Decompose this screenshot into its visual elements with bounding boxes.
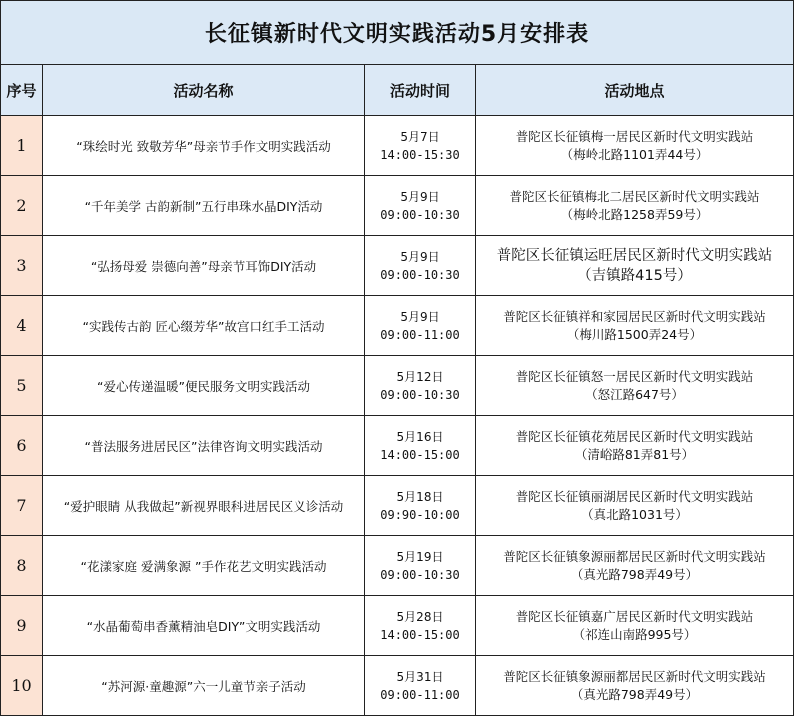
table-row bbox=[1, 236, 794, 296]
activity-hours: 09:00-10:30 bbox=[380, 207, 460, 222]
activity-hours: 09:00-11:00 bbox=[380, 327, 460, 342]
table-row bbox=[1, 176, 794, 236]
place-name: 普陀区长征镇祥和家园居民区新时代文明实践站 bbox=[503, 308, 766, 324]
activity-place bbox=[476, 596, 794, 656]
activity-date: 5月28日 bbox=[396, 609, 444, 624]
activity-name: “弘扬母爱 崇德向善”母亲节耳饰DIY活动 bbox=[43, 236, 365, 296]
activity-time bbox=[365, 476, 476, 536]
table-row bbox=[1, 296, 794, 356]
header-name: 活动名称 bbox=[43, 65, 365, 116]
activity-place bbox=[476, 356, 794, 416]
place-address: （梅岭北路1101弄44号） bbox=[560, 146, 709, 162]
row-seq: 9 bbox=[1, 596, 43, 656]
activity-hours: 09:00-10:30 bbox=[380, 387, 460, 402]
row-seq: 2 bbox=[1, 176, 43, 236]
activity-name: “普法服务进居民区”法律咨询文明实践活动 bbox=[43, 416, 365, 476]
activity-name: “苏河源·童趣源”六一儿童节亲子活动 bbox=[43, 656, 365, 716]
place-address: （吉镇路415号） bbox=[577, 267, 692, 284]
table-row bbox=[1, 596, 794, 656]
header-row bbox=[1, 65, 794, 116]
table-row bbox=[1, 476, 794, 536]
activity-name: “爱心传递温暖”便民服务文明实践活动 bbox=[43, 356, 365, 416]
activity-time bbox=[365, 656, 476, 716]
activity-date: 5月16日 bbox=[396, 429, 444, 444]
place-name: 普陀区长征镇象源丽都居民区新时代文明实践站 bbox=[503, 668, 766, 684]
place-address: （真北路1031号） bbox=[581, 506, 688, 522]
header-seq: 序号 bbox=[1, 65, 43, 116]
activity-place bbox=[476, 236, 794, 296]
activity-hours: 14:00-15:00 bbox=[380, 447, 460, 462]
row-seq: 3 bbox=[1, 236, 43, 296]
activity-place bbox=[476, 416, 794, 476]
activity-name: “实践传古韵 匠心缀芳华”故宫口红手工活动 bbox=[43, 296, 365, 356]
place-address: （梅川路1500弄24号） bbox=[566, 326, 703, 342]
activity-name: “花漾家庭 爱满象源 ”手作花艺文明实践活动 bbox=[43, 536, 365, 596]
header-place: 活动地点 bbox=[476, 65, 794, 116]
activity-hours: 14:00-15:30 bbox=[380, 147, 460, 162]
place-name: 普陀区长征镇梅一居民区新时代文明实践站 bbox=[515, 128, 754, 144]
activity-name: “千年美学 古韵新制”五行串珠水晶DIY活动 bbox=[43, 176, 365, 236]
table-title: 长征镇新时代文明实践活动5月安排表 bbox=[1, 1, 794, 65]
activity-hours: 09:00-10:30 bbox=[380, 267, 460, 282]
row-seq: 7 bbox=[1, 476, 43, 536]
activity-time bbox=[365, 536, 476, 596]
place-address: （祁连山南路995号） bbox=[572, 626, 697, 642]
row-seq: 10 bbox=[1, 656, 43, 716]
activity-date: 5月9日 bbox=[400, 189, 440, 204]
activity-hours: 09:00-10:30 bbox=[380, 567, 460, 582]
place-name: 普陀区长征镇花苑居民区新时代文明实践站 bbox=[515, 428, 754, 444]
activity-date: 5月12日 bbox=[396, 369, 444, 384]
table-row bbox=[1, 116, 794, 176]
row-seq: 5 bbox=[1, 356, 43, 416]
activity-hours: 09:90-10:00 bbox=[380, 507, 460, 522]
activity-date: 5月18日 bbox=[396, 489, 444, 504]
activity-place bbox=[476, 476, 794, 536]
activity-place bbox=[476, 176, 794, 236]
row-seq: 8 bbox=[1, 536, 43, 596]
table-row bbox=[1, 416, 794, 476]
activity-time bbox=[365, 356, 476, 416]
activity-place bbox=[476, 536, 794, 596]
activity-place bbox=[476, 116, 794, 176]
row-seq: 1 bbox=[1, 116, 43, 176]
activity-hours: 14:00-15:00 bbox=[380, 627, 460, 642]
activity-hours: 09:00-11:00 bbox=[380, 687, 460, 702]
activity-time bbox=[365, 236, 476, 296]
place-name: 普陀区长征镇运旺居民区新时代文明实践站 bbox=[496, 247, 773, 264]
activity-place bbox=[476, 296, 794, 356]
place-name: 普陀区长征镇丽湖居民区新时代文明实践站 bbox=[515, 488, 754, 504]
header-time: 活动时间 bbox=[365, 65, 476, 116]
activity-date: 5月9日 bbox=[400, 309, 440, 324]
activity-name: “水晶葡萄串香薰精油皂DIY”文明实践活动 bbox=[43, 596, 365, 656]
activity-name: “爱护眼睛 从我做起”新视界眼科进居民区义诊活动 bbox=[43, 476, 365, 536]
row-seq: 6 bbox=[1, 416, 43, 476]
activity-time bbox=[365, 176, 476, 236]
table-row bbox=[1, 536, 794, 596]
activity-place bbox=[476, 656, 794, 716]
activity-time bbox=[365, 116, 476, 176]
place-address: （真光路798弄49号） bbox=[570, 686, 699, 702]
place-address: （怒江路647号） bbox=[585, 386, 684, 402]
place-name: 普陀区长征镇嘉广居民区新时代文明实践站 bbox=[515, 608, 754, 624]
activity-time bbox=[365, 296, 476, 356]
activity-date: 5月9日 bbox=[400, 249, 440, 264]
table-row bbox=[1, 656, 794, 716]
place-address: （梅岭北路1258弄59号） bbox=[560, 206, 709, 222]
activity-name: “珠绘时光 致敬芳华”母亲节手作文明实践活动 bbox=[43, 116, 365, 176]
place-address: （真光路798弄49号） bbox=[570, 566, 699, 582]
table-row bbox=[1, 356, 794, 416]
activity-date: 5月7日 bbox=[400, 129, 440, 144]
place-name: 普陀区长征镇象源丽都居民区新时代文明实践站 bbox=[503, 548, 766, 564]
place-address: （清峪路81弄81号） bbox=[574, 446, 695, 462]
activity-time bbox=[365, 416, 476, 476]
place-name: 普陀区长征镇梅北二居民区新时代文明实践站 bbox=[509, 188, 760, 204]
activity-time bbox=[365, 596, 476, 656]
activity-date: 5月19日 bbox=[396, 549, 444, 564]
place-name: 普陀区长征镇怒一居民区新时代文明实践站 bbox=[515, 368, 754, 384]
activity-date: 5月31日 bbox=[396, 669, 444, 684]
row-seq: 4 bbox=[1, 296, 43, 356]
